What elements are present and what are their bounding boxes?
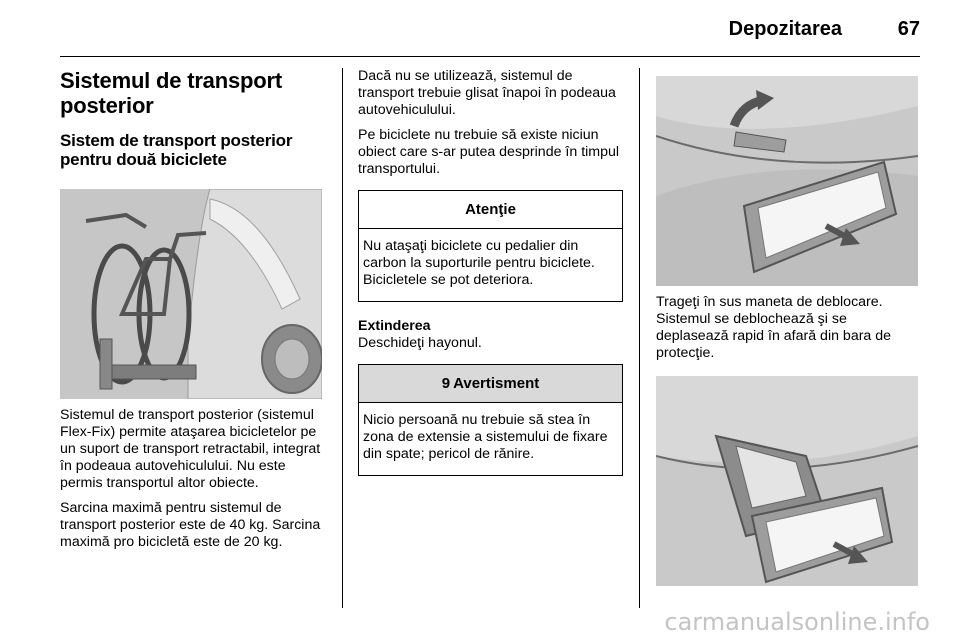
header-rule — [60, 56, 920, 57]
warning-box — [358, 364, 623, 476]
body-paragraph: Sarcina maximă pentru sistemul de transport posterior este de 40 kg. Sarcina maximă pro bicicletă este de 20 kg. — [60, 500, 321, 550]
section-title: Sistemul de transport posterior — [60, 68, 282, 118]
column-3 — [656, 68, 922, 586]
warning-title: Avertisment — [453, 375, 540, 392]
carrier-extended-illustration — [656, 376, 918, 586]
body-paragraph: Pe biciclete nu trebuie să existe niciun obiect care s-ar putea desprinde în timpul transportului. — [358, 127, 620, 177]
figure-caption: Trageţi în sus maneta de deblocare. Sistemul se deblochează şi se deplasează rapid în afară din bara de protecţie. — [656, 294, 892, 361]
caution-box — [358, 190, 623, 302]
column-1 — [60, 68, 326, 551]
running-title: Depozitarea — [728, 18, 842, 40]
subsection-heading: Extinderea — [358, 318, 431, 334]
watermark: carmanualsonline.info — [664, 608, 930, 636]
release-lever-illustration — [656, 76, 918, 286]
warning-text: Nicio persoană nu trebuie să stea în zona de extensie a sistemului de fixare din spate; pericol de rănire. — [363, 412, 608, 462]
body-paragraph: Deschideţi hayonul. — [358, 335, 482, 351]
warning-icon: 9 — [441, 375, 451, 392]
caution-text: Nu ataşaţi biciclete cu pedalier din carbon la suporturile pentru biciclete. Bicicletele se pot deteriora. — [363, 238, 595, 288]
body-paragraph: Sistemul de transport posterior (sistemul Flex-Fix) permite ataşarea bicicletelor pe un suport de transport retractabil, integrat în podeaua autovehiculului. Nu este permis transportul altor obiecte. — [60, 407, 321, 491]
column-divider — [342, 68, 343, 608]
bike-carrier-illustration — [60, 189, 322, 399]
subsection-title: Sistem de transport posterior pentru două biciclete — [60, 131, 293, 169]
body-paragraph: Dacă nu se utilizează, sistemul de transport trebuie glisat înapoi în podeaua autovehiculului. — [358, 68, 616, 118]
page-number: 67 — [897, 18, 920, 40]
warning-header — [359, 365, 622, 403]
running-head — [520, 18, 920, 44]
column-2 — [358, 68, 623, 476]
column-divider — [639, 68, 640, 608]
caution-title: Atenţie — [359, 191, 622, 229]
